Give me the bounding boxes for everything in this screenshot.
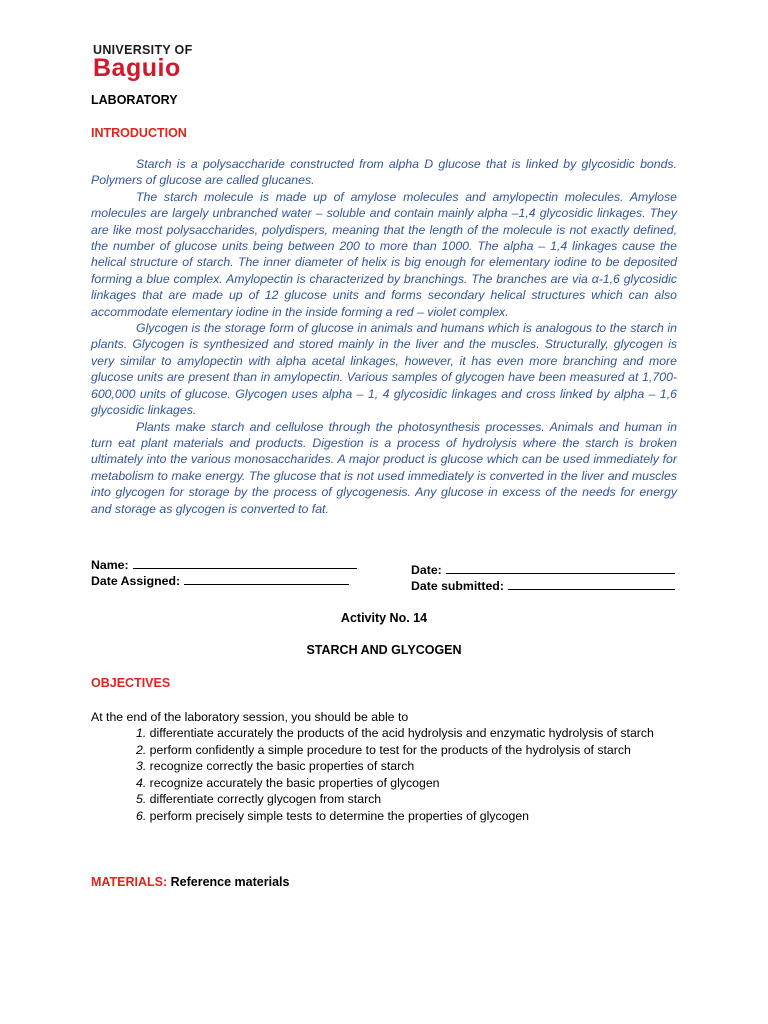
objective-item: [136, 808, 676, 825]
logo-bottom-text: Baguio: [93, 54, 181, 82]
name-field: [91, 557, 357, 573]
date-assigned-label: Date Assigned:: [91, 574, 181, 588]
logo-top-text: UNIVERSITY OF: [93, 43, 193, 57]
objective-number: 6.: [136, 808, 147, 823]
objective-text: differentiate correctly glycogen from starch: [146, 792, 382, 806]
introduction-text: [91, 156, 677, 517]
date-assigned-field: [91, 573, 349, 589]
objective-text: recognize accurately the basic properties of glycogen: [146, 775, 440, 790]
objective-text: perform precisely simple tests to determine the properties of glycogen: [146, 808, 530, 823]
materials-line: [91, 875, 289, 890]
date-assigned-blank: [184, 573, 349, 585]
objective-item: [136, 725, 676, 742]
laboratory-heading: LABORATORY: [91, 93, 178, 107]
intro-paragraph: Plants make starch and cellulose through the photosynthesis processes. Animals and human in turn eat plant materials and products. Digestion is a process of hydrolysis where the starch is broken ultimately into the various monosaccharides. A major product is glucose which can be used immediately for metabolism to make energy. The glucose that is not used immediately is converted in the liver and muscles into glycogen for storage by the process of glycogenesis. Any glucose in excess of the needs for energy and storage as glycogen is converted to fat.: [91, 419, 677, 516]
objective-text: recognize correctly the basic properties of starch: [146, 759, 415, 773]
objective-number: 4.: [136, 775, 147, 790]
intro-paragraph: Starch is a polysaccharide constructed from alpha D glucose that is linked by glycosidic bonds. Polymers of glucose are called glucanes.: [91, 157, 677, 188]
university-logo: [93, 44, 205, 81]
objective-text: perform confidently a simple procedure to test for the products of the hydrolysis of starch: [146, 742, 631, 757]
materials-value: Reference materials: [167, 875, 290, 889]
objective-item: [136, 775, 676, 792]
intro-paragraph: Glycogen is the storage form of glucose in animals and humans which is analogous to the starch in plants. Glycogen is synthesized and stored mainly in the liver and the muscles. Structurally, glycogen is very similar to amylopectin with alpha acetal linkages, however, it has even more branching and more glucose units are present than in amylopectin. Various samples of glycogen have been measured at 1,700-600,000 units of glucose. Glycogen uses alpha – 1, 4 glycosidic linkages and cross linked by alpha – 1,6 glycosidic linkages.: [91, 321, 677, 418]
date-submitted-label: Date submitted:: [411, 579, 504, 593]
objective-item: [136, 791, 676, 808]
objective-number: 5.: [136, 792, 147, 806]
introduction-heading: INTRODUCTION: [91, 126, 187, 140]
date-submitted-field: [411, 578, 675, 594]
objectives-lead: At the end of the laboratory session, you should be able to: [91, 710, 409, 724]
date-field: [411, 562, 675, 578]
date-blank: [446, 562, 675, 574]
objective-item: [136, 758, 676, 775]
activity-number: Activity No. 14: [340, 611, 428, 625]
objectives-list: [136, 725, 676, 824]
objective-number: 1.: [136, 726, 147, 740]
objective-number: 2.: [136, 742, 147, 757]
objective-item: [136, 742, 676, 759]
objectives-heading: OBJECTIVES: [91, 676, 171, 690]
objective-text: differentiate accurately the products of the acid hydrolysis and enzymatic hydrolysis of starch: [146, 726, 654, 740]
date-submitted-blank: [508, 578, 675, 590]
date-label: Date:: [411, 563, 442, 577]
name-blank: [133, 557, 357, 569]
activity-title: STARCH AND GLYCOGEN: [306, 643, 462, 657]
name-label: Name:: [91, 558, 129, 572]
intro-paragraph: The starch molecule is made up of amylose molecules and amylopectin molecules. Amylose molecules are largely unbranched water – soluble and contain mainly alpha –1,4 glycosidic linkages. They are like most polysaccharides, polydispers, meaning that the length of the molecule is not exactly defined, the number of glucose units being between 200 to more than 1000. The alpha – 1,4 linkages cause the helical structure of starch. The inner diameter of helix is big enough for elementary iodine to be deposited forming a blue complex. Amylopectin is characterized by branchings. The branches are via α-1,6 glycosidic linkages that are made up of 12 glucose units and forms secondary helical structures which can also accommodate elementary iodine in the inside forming a red – violet complex.: [91, 189, 677, 319]
objective-number: 3.: [136, 759, 147, 773]
materials-label: MATERIALS:: [91, 875, 168, 889]
